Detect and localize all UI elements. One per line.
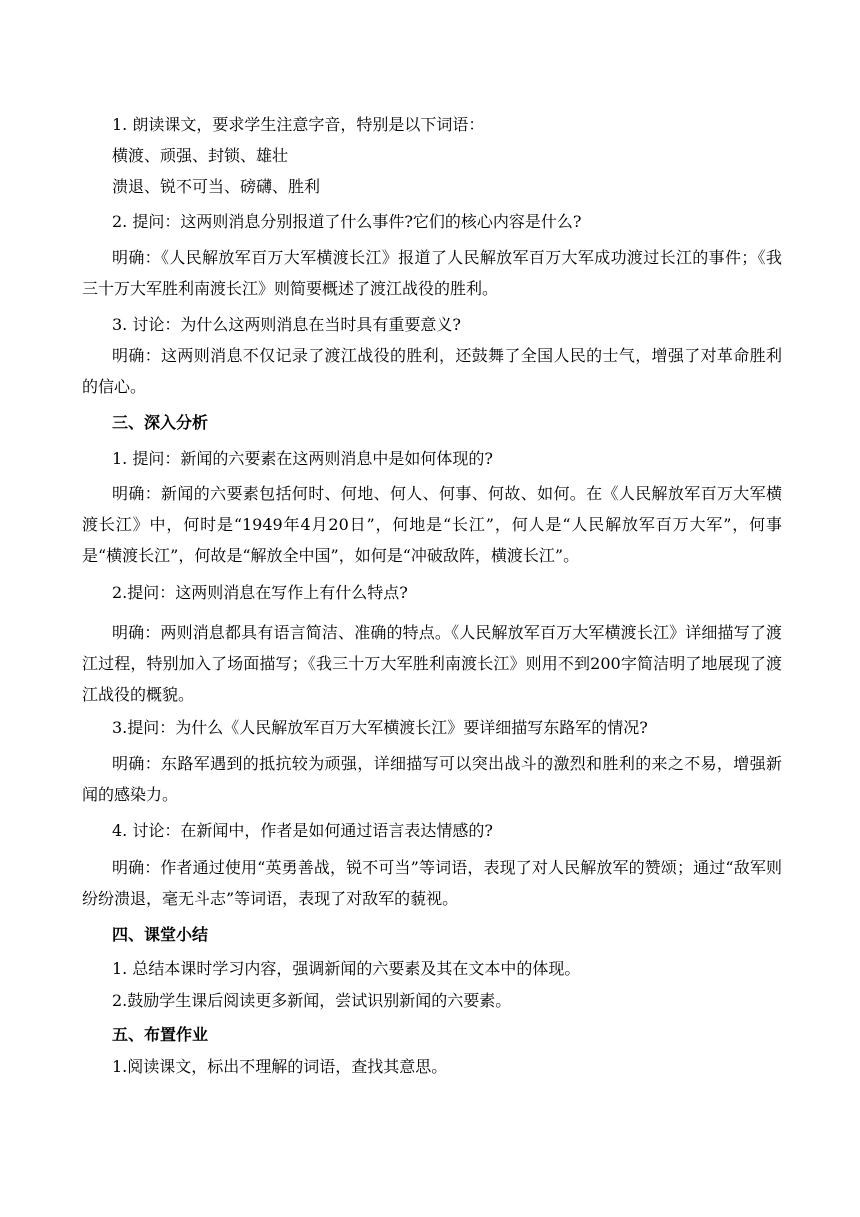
list-item: 2.鼓励学生课后阅读更多新闻，尝试识别新闻的六要素。 — [112, 991, 512, 1010]
list-item: 3.提问：为什么《人民解放军百万大军横渡长江》要详细描写东路军的情况? — [112, 718, 648, 737]
list-item: 4. 讨论：在新闻中，作者是如何通过语言表达情感的? — [112, 821, 493, 840]
section-heading: 三、深入分析 — [112, 413, 209, 432]
answer-paragraph: 明确：作者通过使用“英勇善战，锐不可当”等词语，表现了对人民解放军的赞颂；通过“敌军则纷纷溃退，毫无斗志”等词语，表现了对敌军的藐视。 — [82, 858, 782, 908]
vocabulary-line: 横渡、顽强、封锁、雄壮 — [112, 146, 289, 165]
answer-paragraph: 明确：东路军遇到的抵抗较为顽强，详细描写可以突出战斗的激烈和胜利的来之不易，增强新闻的感染力。 — [82, 754, 782, 804]
answer-paragraph: 明确：两则消息都具有语言简洁、准确的特点。《人民解放军百万大军横渡长江》详细描写了渡江过程，特别加入了场面描写；《我三十万大军胜利南渡长江》则用不到200字简洁明了地展现了渡江战役的概貌。 — [82, 623, 782, 704]
vocabulary-line: 溃退、锐不可当、磅礴、胜利 — [112, 177, 321, 196]
list-item: 2.提问：这两则消息在写作上有什么特点? — [112, 583, 408, 602]
list-item: 1. 朗读课文，要求学生注意字音，特别是以下词语： — [112, 115, 485, 134]
section-heading: 五、布置作业 — [112, 1025, 209, 1044]
answer-paragraph: 明确：新闻的六要素包括何时、何地、何人、何事、何故、如何。在《人民解放军百万大军横渡长江》中，何时是“1949年4月20日”，何地是“长江”，何人是“人民解放军百万大军”，何事是“横渡长江”，何故是“解放全中国”，如何是“冲破敌阵，横渡长江”。 — [82, 484, 782, 565]
answer-paragraph: 明确：《人民解放军百万大军横渡长江》报道了人民解放军百万大军成功渡过长江的事件；《我三十万大军胜利南渡长江》则简要概述了渡江战役的胜利。 — [82, 248, 782, 298]
list-item: 1. 总结本课时学习内容，强调新闻的六要素及其在文本中的体现。 — [112, 959, 581, 978]
section-heading: 四、课堂小结 — [112, 925, 209, 944]
list-item: 2. 提问：这两则消息分别报道了什么事件?它们的核心内容是什么? — [112, 212, 582, 231]
answer-paragraph: 明确：这两则消息不仅记录了渡江战役的胜利，还鼓舞了全国人民的士气，增强了对革命胜利的信心。 — [82, 346, 782, 396]
list-item: 3. 讨论：为什么这两则消息在当时具有重要意义? — [112, 315, 461, 334]
list-item: 1. 提问：新闻的六要素在这两则消息中是如何体现的? — [112, 449, 493, 468]
list-item: 1.阅读课文，标出不理解的词语，查找其意思。 — [112, 1057, 448, 1076]
